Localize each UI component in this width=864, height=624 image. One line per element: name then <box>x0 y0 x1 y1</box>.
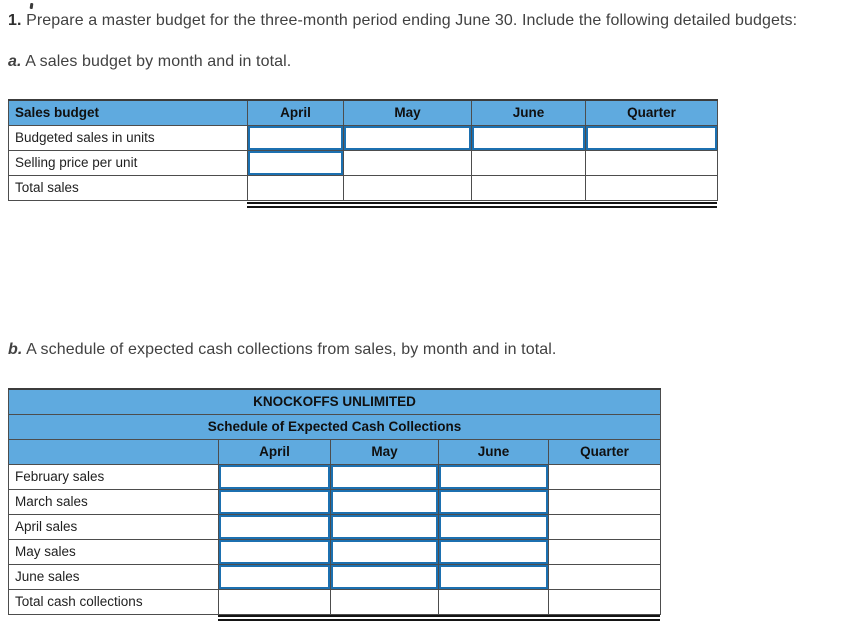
input-budgeted-units-may[interactable] <box>344 126 471 150</box>
input-april-april[interactable] <box>219 515 330 539</box>
column-header-quarter: Quarter <box>586 100 718 125</box>
cell-selling-price-april <box>248 150 344 175</box>
input-may-june[interactable] <box>439 540 548 564</box>
cell-february-quarter <box>549 464 661 489</box>
input-april-june[interactable] <box>439 515 548 539</box>
cell-may-april <box>219 539 331 564</box>
cell-budgeted-units-quarter <box>586 125 718 150</box>
instruction-text: Prepare a master budget for the three-month period ending June 30. Include the following detailed budgets: <box>26 12 798 29</box>
cell-total-quarter <box>549 589 661 614</box>
input-february-april[interactable] <box>219 465 330 489</box>
column-header-april: April <box>219 439 331 464</box>
cell-april-june <box>439 514 549 539</box>
input-june-june[interactable] <box>439 565 548 589</box>
sales-budget-header-row <box>9 100 718 125</box>
table-row <box>9 589 661 614</box>
stray-mark <box>30 3 34 9</box>
item-a-line <box>8 53 291 71</box>
cell-total-sales-april <box>248 175 344 200</box>
cell-february-june <box>439 464 549 489</box>
table-row <box>9 564 661 589</box>
column-header-june: June <box>439 439 549 464</box>
input-june-may[interactable] <box>331 565 438 589</box>
cell-march-june <box>439 489 549 514</box>
item-a-label: a. <box>8 53 22 70</box>
input-february-may[interactable] <box>331 465 438 489</box>
table-row <box>9 175 718 200</box>
column-header-may: May <box>331 439 439 464</box>
column-header-quarter: Quarter <box>549 439 661 464</box>
table-row <box>9 464 661 489</box>
cell-budgeted-units-may <box>344 125 472 150</box>
row-label-total-cash-collections: Total cash collections <box>9 589 219 614</box>
cell-june-may <box>331 564 439 589</box>
input-march-may[interactable] <box>331 490 438 514</box>
total-double-underline <box>218 615 660 621</box>
schedule-subtitle-row <box>9 414 661 439</box>
input-budgeted-units-june[interactable] <box>472 126 585 150</box>
row-label-budgeted-units: Budgeted sales in units <box>9 125 248 150</box>
cell-april-quarter <box>549 514 661 539</box>
input-april-may[interactable] <box>331 515 438 539</box>
row-label-june-sales: June sales <box>9 564 219 589</box>
cell-selling-price-quarter <box>586 150 718 175</box>
input-selling-price-april[interactable] <box>248 151 343 175</box>
cell-march-april <box>219 489 331 514</box>
cell-june-april <box>219 564 331 589</box>
cash-collections-table <box>8 388 661 615</box>
input-march-june[interactable] <box>439 490 548 514</box>
table-row <box>9 489 661 514</box>
cell-budgeted-units-june <box>472 125 586 150</box>
table-row <box>9 125 718 150</box>
input-june-april[interactable] <box>219 565 330 589</box>
cell-april-april <box>219 514 331 539</box>
cell-may-may <box>331 539 439 564</box>
cell-march-may <box>331 489 439 514</box>
cell-selling-price-june <box>472 150 586 175</box>
cell-total-april <box>219 589 331 614</box>
company-name: KNOCKOFFS UNLIMITED <box>9 389 661 414</box>
column-header-may: May <box>344 100 472 125</box>
cell-april-may <box>331 514 439 539</box>
row-label-total-sales: Total sales <box>9 175 248 200</box>
cell-budgeted-units-april <box>248 125 344 150</box>
cell-may-june <box>439 539 549 564</box>
table-row <box>9 150 718 175</box>
cell-february-may <box>331 464 439 489</box>
item-b-line <box>8 341 556 359</box>
cell-march-quarter <box>549 489 661 514</box>
cell-total-may <box>331 589 439 614</box>
cell-may-quarter <box>549 539 661 564</box>
cell-total-june <box>439 589 549 614</box>
cell-june-quarter <box>549 564 661 589</box>
input-may-april[interactable] <box>219 540 330 564</box>
row-label-selling-price: Selling price per unit <box>9 150 248 175</box>
instruction-number: 1. <box>8 12 22 29</box>
company-title-row <box>9 389 661 414</box>
sales-budget-title: Sales budget <box>9 100 248 125</box>
cell-selling-price-may <box>344 150 472 175</box>
row-label-february-sales: February sales <box>9 464 219 489</box>
table-row <box>9 539 661 564</box>
table-row <box>9 514 661 539</box>
empty-header-cell <box>9 439 219 464</box>
schedule-subtitle: Schedule of Expected Cash Collections <box>9 414 661 439</box>
instruction-line <box>8 12 797 30</box>
cell-june-june <box>439 564 549 589</box>
row-label-march-sales: March sales <box>9 489 219 514</box>
input-budgeted-units-april[interactable] <box>248 126 343 150</box>
row-label-april-sales: April sales <box>9 514 219 539</box>
cash-collections-header-row <box>9 439 661 464</box>
input-february-june[interactable] <box>439 465 548 489</box>
cell-total-sales-quarter <box>586 175 718 200</box>
total-double-underline <box>247 202 717 208</box>
sales-budget-table <box>8 99 718 201</box>
column-header-june: June <box>472 100 586 125</box>
row-label-may-sales: May sales <box>9 539 219 564</box>
input-march-april[interactable] <box>219 490 330 514</box>
column-header-april: April <box>248 100 344 125</box>
cell-february-april <box>219 464 331 489</box>
input-budgeted-units-quarter[interactable] <box>586 126 717 150</box>
cell-total-sales-june <box>472 175 586 200</box>
cell-total-sales-may <box>344 175 472 200</box>
item-a-text: A sales budget by month and in total. <box>25 53 292 70</box>
input-may-may[interactable] <box>331 540 438 564</box>
item-b-label: b. <box>8 341 23 358</box>
item-b-text: A schedule of expected cash collections from sales, by month and in total. <box>26 341 557 358</box>
